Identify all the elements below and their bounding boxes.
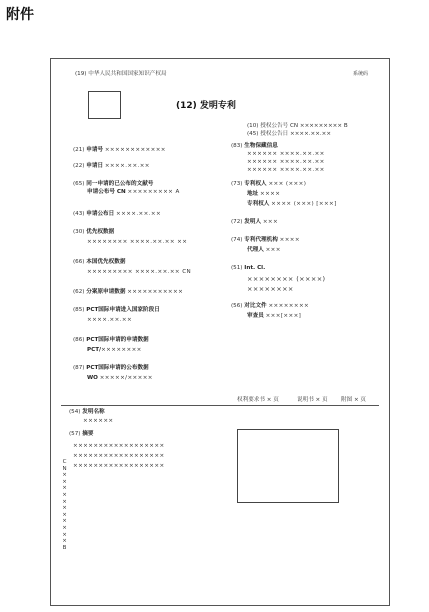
vertical-char: C: [62, 459, 67, 465]
priority-data-value: ×××××××× ××××.××.×× ××: [87, 239, 188, 245]
field-pct-national-entry: (85) PCT国际申请进入国家阶段日: [73, 307, 160, 313]
field-examiner: 审查员 ×××[×××]: [247, 313, 302, 319]
abstract-figure-placeholder: [237, 429, 339, 503]
abstract-line-1: ××××××××××××××××××: [73, 443, 165, 449]
field-pct-publication: (87) PCT国际申请的公布数据: [73, 365, 149, 371]
int-cl-line-2: ××××××××: [247, 285, 294, 293]
separator-line: [61, 405, 379, 406]
vertical-char: ×: [62, 538, 67, 545]
vertical-char: ×: [62, 478, 67, 485]
vertical-publication-number: [61, 459, 68, 551]
field-application-number: (21) 申请号 ××××××××××××: [73, 147, 166, 153]
field-agency: (74) 专利代理机构 ××××: [231, 237, 300, 243]
vertical-char: ×: [62, 491, 67, 498]
vertical-char: ×: [62, 524, 67, 531]
field-address: 地址 ××××: [247, 191, 281, 197]
deposit-line-3: ×××××× ××××.××.××: [247, 167, 325, 173]
grant-date: (45) 授权公告日 ××××.××.××: [247, 131, 332, 137]
field-divisional-data: (62) 分案原申请数据 ×××××××××××: [73, 289, 184, 295]
field-agent: 代理人 ×××: [247, 247, 281, 253]
deposit-line-2: ×××××× ××××.××.××: [247, 159, 325, 165]
domestic-priority-value: ××××××××× ××××.××.×× CN: [87, 269, 192, 275]
vertical-char: B: [62, 544, 67, 551]
int-cl-line-1: ×××××××× (××××): [247, 275, 326, 283]
field-patentee: (73) 专利权人 ××× (×××): [231, 181, 307, 187]
patent-cover-page: [50, 58, 390, 606]
vertical-char: ×: [62, 498, 67, 505]
deposit-line-1: ×××××× ××××.××.××: [247, 151, 325, 157]
vertical-char: ×: [62, 511, 67, 518]
field-prior-publication: (65) 同一申请的已公布的文献号: [73, 181, 154, 187]
abstract-line-3: ××××××××××××××××××: [73, 463, 165, 469]
field-publication-date: (43) 申请公布日 ××××.××.××: [73, 211, 162, 217]
pct-publication-value: WO ×××××/×××××: [87, 375, 153, 381]
spec-page-count: 说明书 × 页: [297, 397, 328, 403]
attachment-label: 附件: [6, 7, 34, 23]
field-invention-title: (54) 发明名称: [69, 409, 105, 415]
claims-page-count: 权利要求书 × 页: [237, 397, 279, 403]
pct-national-entry-value: ××××.××.××: [87, 317, 133, 323]
vertical-char: ×: [62, 505, 67, 512]
vertical-char: N: [62, 465, 67, 472]
vertical-char: ×: [62, 531, 67, 538]
field-biological-deposit: (83) 生物保藏信息: [231, 143, 278, 149]
office-logo-placeholder: [88, 91, 121, 119]
field-inventor: (72) 发明人 ×××: [231, 219, 279, 225]
field-pct-application: (86) PCT国际申请的申请数据: [73, 337, 149, 343]
corner-code: 系统码: [353, 71, 369, 77]
field-application-date: (22) 申请日 ××××.××.××: [73, 163, 150, 169]
invention-title-value: ××××××: [83, 418, 114, 424]
office-name: (19) 中华人民共和国国家知识产权局: [75, 71, 167, 77]
vertical-char: ×: [62, 485, 67, 492]
field-int-cl: (51) Int. Cl.: [231, 265, 266, 271]
grant-number: (10) 授权公告号 CN ××××××××× B: [247, 123, 348, 129]
pct-application-value: PCT/××××××××: [87, 347, 142, 353]
field-publication-number: 申请公布号 CN ××××××××× A: [87, 189, 180, 195]
abstract-line-2: ××××××××××××××××××: [73, 453, 165, 459]
field-domestic-priority: (66) 本国优先权数据: [73, 259, 126, 265]
drawings-page-count: 附图 × 页: [341, 397, 367, 403]
vertical-char: ×: [62, 518, 67, 525]
field-priority-data: (30) 优先权数据: [73, 229, 115, 235]
field-abstract: (57) 摘要: [69, 431, 94, 437]
document-type: (12) 发明专利: [176, 101, 236, 111]
field-references: (56) 对比文件 ××××××××: [231, 303, 310, 309]
field-patentee-2: 专利权人 ×××× (×××) [×××]: [247, 201, 337, 207]
vertical-char: ×: [62, 472, 67, 479]
